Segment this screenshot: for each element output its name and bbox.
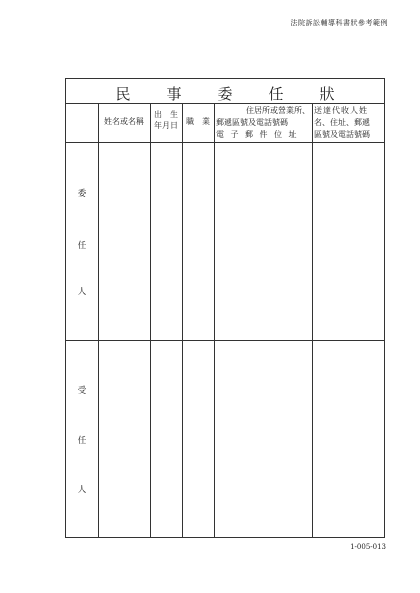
- principal-label-char: 人: [77, 287, 87, 297]
- form-code: 1-005-013: [350, 543, 386, 551]
- birth-label-line1: 出 生: [154, 110, 178, 119]
- column-divider: [214, 104, 215, 537]
- column-header-name: 姓名或名稱: [104, 117, 144, 126]
- principal-label-char: 委: [77, 189, 87, 199]
- agent-label-char: 任: [77, 436, 87, 446]
- title-row: [66, 79, 384, 104]
- address-label-line3: 電子郵件位址: [216, 130, 303, 139]
- commission-form-table: [65, 78, 385, 538]
- principal-label-char: 任: [77, 241, 87, 251]
- birth-label-line2: 年月日: [154, 121, 178, 130]
- column-divider: [312, 104, 313, 537]
- delivery-label-line1: 送達代收人姓: [314, 106, 368, 115]
- column-header-occupation: 職 業: [186, 117, 210, 126]
- address-label-line2: 郵遞區號及電話號碼: [216, 118, 288, 127]
- column-header-birth: [150, 109, 182, 131]
- header-note: 法院訴訟輔導科書狀參考範例: [290, 19, 388, 27]
- header-row-divider: [66, 142, 384, 143]
- column-header-address: [216, 105, 310, 141]
- column-divider: [150, 104, 151, 537]
- agent-label-char: 人: [77, 485, 87, 495]
- column-header-delivery-agent: [314, 105, 384, 141]
- form-title: 民事委任狀: [115, 85, 371, 103]
- delivery-label-line3: 區號及電話號碼: [314, 130, 370, 139]
- delivery-label-line2: 名、住址、郵遞: [314, 118, 370, 127]
- address-label-line1: 住居所或營業所、: [246, 106, 310, 115]
- column-divider: [98, 104, 99, 537]
- column-divider: [182, 104, 183, 537]
- agent-label-char: 受: [77, 386, 87, 396]
- section-divider: [66, 340, 384, 341]
